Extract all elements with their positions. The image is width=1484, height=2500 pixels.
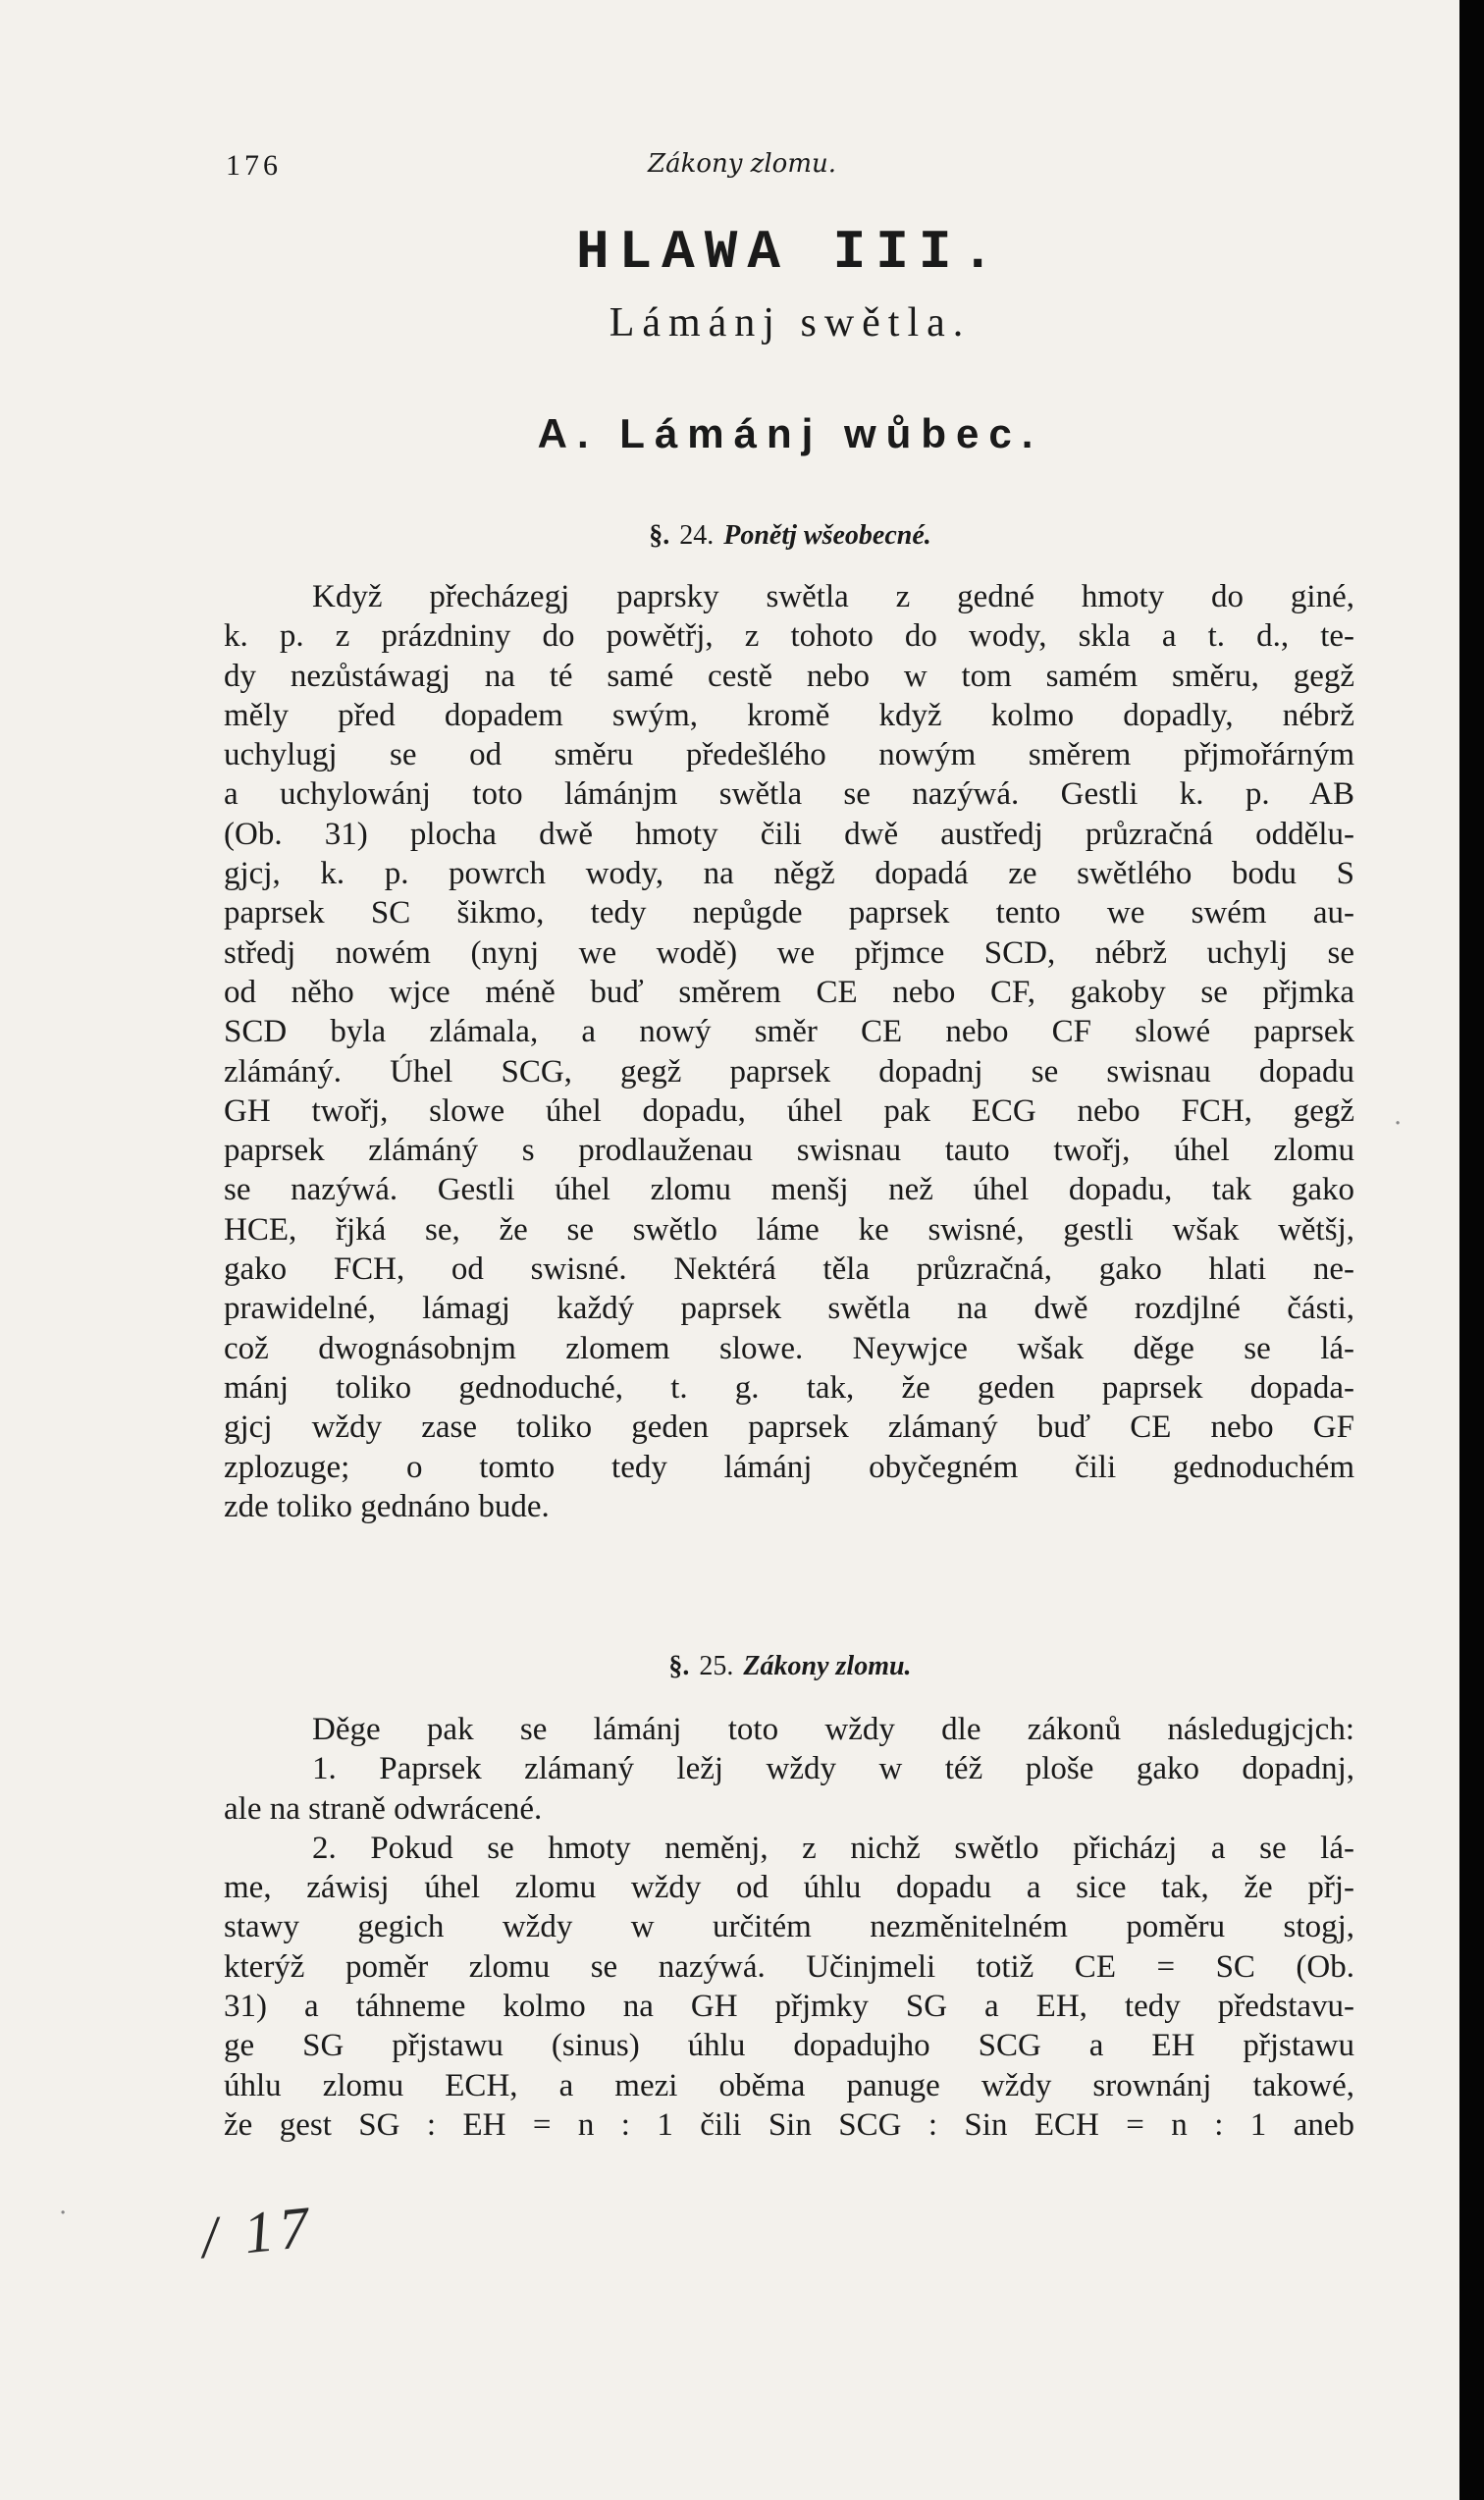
paragraph-symbol: §.: [668, 1651, 690, 1681]
text-line: k. p. z prázdniny do powětřj, z tohoto do wody, skla a t. d., te-: [224, 618, 1354, 655]
paragraph-heading-24: [226, 520, 1354, 552]
scan-edge: [1459, 0, 1484, 2500]
text-line: 31) a táhneme kolmo na GH přjmky SG a EH, tedy představu-: [224, 1989, 1354, 2025]
chapter-title: HLAWA III.: [575, 221, 1005, 284]
text-line: ale na straně odwrácené.: [224, 1790, 543, 1827]
text-line: úhlu zlomu ECH, a mezi oběma panuge wždy srownánj takowé,: [224, 2067, 1354, 2103]
text-line: GH twořj, slowe úhel dopadu, úhel pak ECG nebo FCH, gegž: [224, 1092, 1354, 1129]
page-number: 176: [226, 149, 282, 182]
text-line: zde toliko gednáno bude.: [224, 1488, 550, 1524]
text-line: Děge pak se lámánj toto wždy dle zákonů následugjcjch:: [312, 1712, 1354, 1747]
text-line: (Ob. 31) plocha dwě hmoty čili dwě austředj průzračná oddělu-: [224, 816, 1354, 852]
text-line: dy nezůstáwagj na té samé cestě nebo w tom samém směru, gegž: [224, 658, 1354, 694]
text-line: gako FCH, od swisné. Nektérá těla průzračná, gako hlati ne-: [224, 1251, 1354, 1288]
text-line: 1. Paprsek zlámaný ležj wždy w též ploše gako dopadnj,: [312, 1751, 1354, 1787]
text-line: mánj toliko gednoduché, t. g. tak, že geden paprsek dopada-: [224, 1369, 1354, 1406]
text-line: prawidelné, lámagj každý paprsek swětla na dwě rozdjlné části,: [224, 1291, 1354, 1327]
text-line: že gest SG : EH = n : 1 čili Sin SCG : Sin ECH = n : 1 aneb: [224, 2106, 1354, 2143]
text-line: 2. Pokud se hmoty neměnj, z nichž swětlo přicházj a se lá-: [312, 1830, 1354, 1866]
paragraph-title: Ponětj wšeobecné.: [723, 520, 931, 551]
paragraph-heading-25: [226, 1651, 1354, 1682]
text-line: gjcj, k. p. powrch wody, na něgž dopadá ze swětlého bodu S: [224, 856, 1354, 892]
paragraph-number: 24.: [679, 520, 715, 551]
text-line: paprsek zlámáný s prodlauženau swisnau tauto twořj, úhel zlomu: [224, 1133, 1354, 1169]
text-line: od něho wjce méně buď směrem CE nebo CF, gakoby se přjmka: [224, 974, 1354, 1010]
paragraph-number: 25.: [699, 1651, 734, 1681]
text-line: uchylugj se od směru předešlého nowým směrem přjmořárným: [224, 737, 1354, 773]
paragraph-25-text: [224, 1710, 1354, 2145]
running-title: Zákony zlomu.: [648, 149, 837, 179]
paragraph-symbol: §.: [649, 520, 670, 551]
text-line: což dwognásobnjm zlomem slowe. Neywjce wšak děge se lá-: [224, 1330, 1354, 1366]
text-line: kterýž poměr zlomu se nazýwá. Učinjmeli totiž CE = SC (Ob.: [224, 1948, 1354, 1985]
text-line: Když přecházegj paprsky swětla z gedné hmoty do giné,: [312, 579, 1354, 614]
section-title: A. Lámánj wůbec.: [537, 410, 1043, 456]
text-line: ge SG přjstawu (sinus) úhlu dopadujho SCG a EH přjstawu: [224, 2028, 1354, 2064]
scan-speck: ·: [59, 2199, 68, 2228]
scan-speck: ·: [1394, 1109, 1403, 1139]
paragraph-title: Zákony zlomu.: [743, 1651, 912, 1681]
text-line: stawy gegich wždy w určitém nezměnitelném poměru stogj,: [224, 1909, 1354, 1945]
handwritten-margin-note: / 17: [197, 2194, 318, 2270]
text-line: zplozuge; o tomto tedy lámánj obyčegném čili gednoduchém: [224, 1449, 1354, 1485]
text-line: zlámáný. Úhel SCG, gegž paprsek dopadnj se swisnau dopadu: [224, 1053, 1354, 1090]
chapter-subtitle: Lámánj swětla.: [609, 300, 972, 346]
page-header: [226, 149, 1354, 188]
text-line: měly před dopadem swým, kromě když kolmo dopadly, nébrž: [224, 697, 1354, 733]
text-line: gjcj wždy zase toliko geden paprsek zlámaný buď CE nebo GF: [224, 1410, 1354, 1446]
text-line: HCE, řjká se, že se swětlo láme ke swisné, gestli wšak wětšj,: [224, 1211, 1354, 1248]
text-line: středj nowém (nynj we wodě) we přjmce SCD, nébrž uchylj se: [224, 934, 1354, 971]
text-line: se nazýwá. Gestli úhel zlomu menšj než úhel dopadu, tak gako: [224, 1172, 1354, 1208]
text-line: a uchylowánj toto lámánjm swětla se nazýwá. Gestli k. p. AB: [224, 776, 1354, 813]
text-line: SCD byla zlámala, a nowý směr CE nebo CF slowé paprsek: [224, 1014, 1354, 1050]
text-line: paprsek SC šikmo, tedy nepůgde paprsek tento we swém au-: [224, 895, 1354, 931]
text-line: me, záwisj úhel zlomu wždy od úhlu dopadu a sice tak, že přj-: [224, 1870, 1354, 1906]
paragraph-24-text: [224, 577, 1354, 1526]
